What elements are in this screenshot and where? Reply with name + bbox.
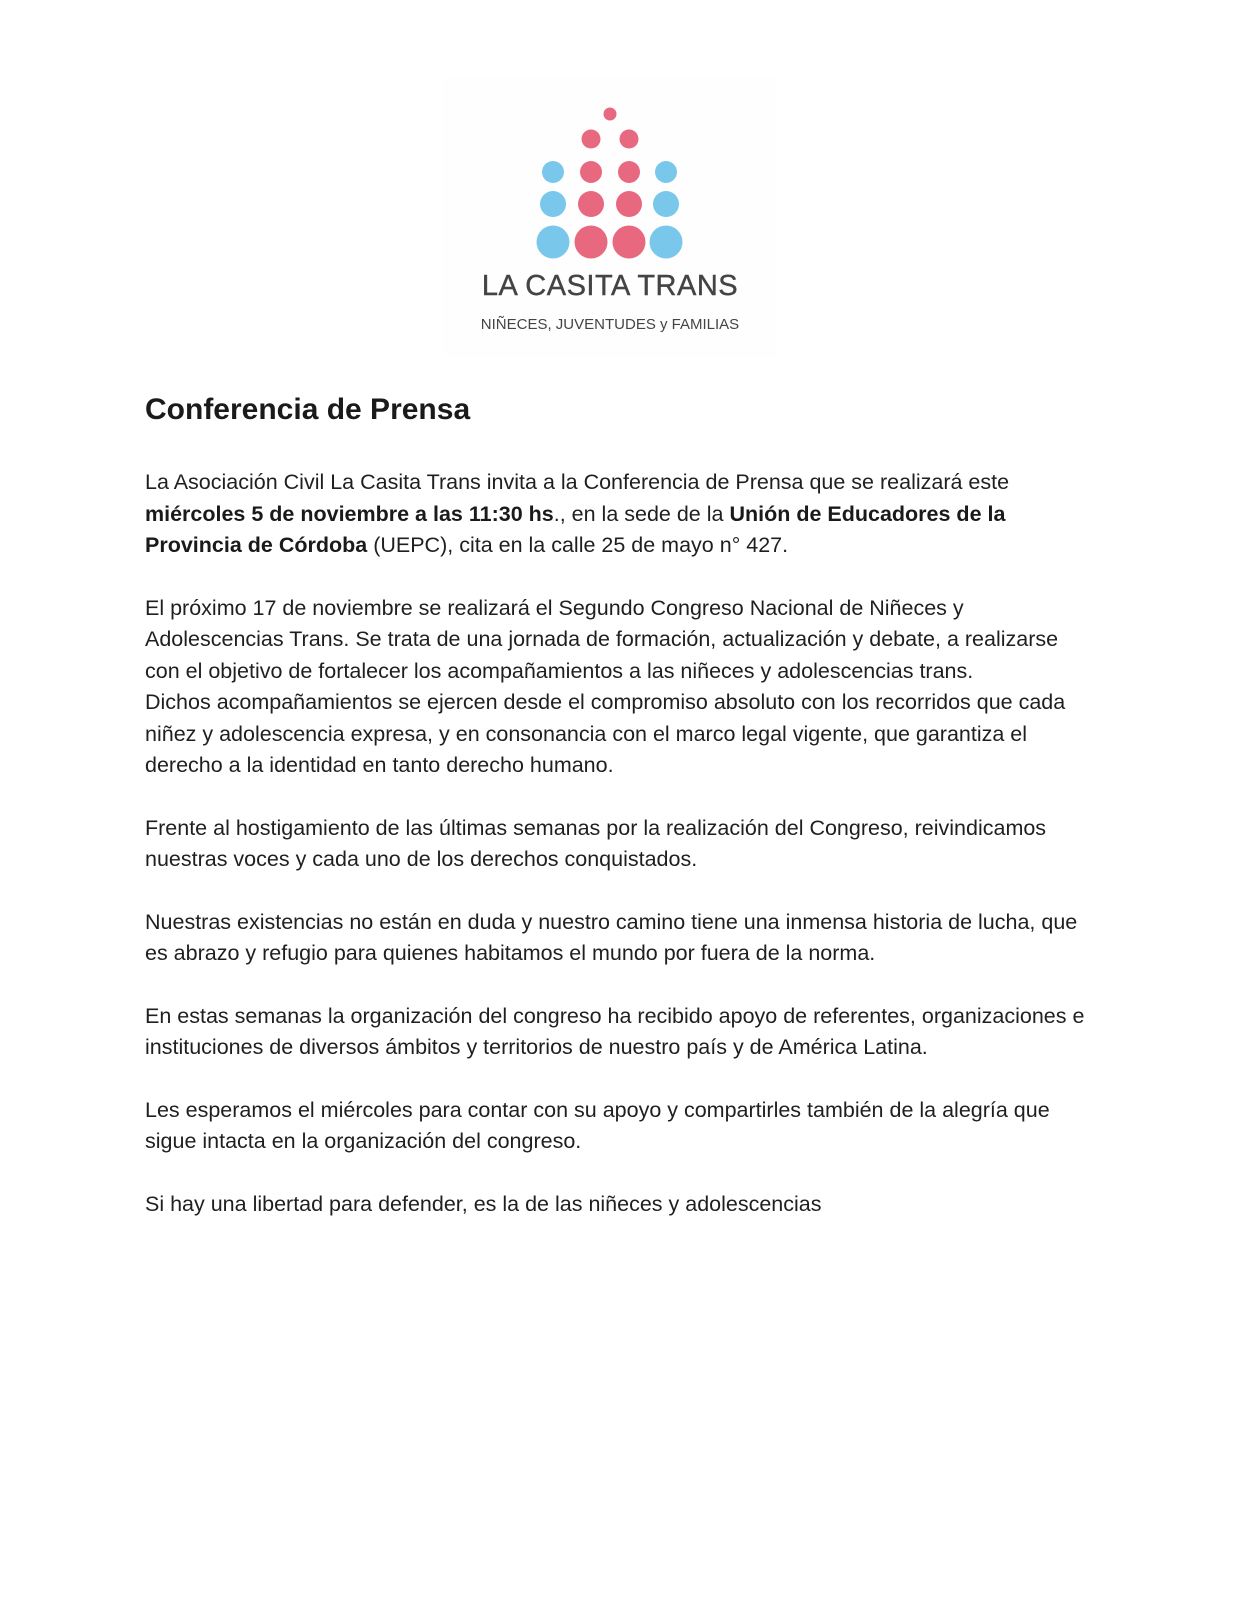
- logo-dot: [613, 226, 646, 259]
- invitation-text-2: ., en la sede de la: [553, 501, 730, 526]
- logo-dot: [582, 130, 601, 149]
- paragraph-invitation-closing: Les esperamos el miércoles para contar con su apoyo y compartirles también de la alegría que sigue intacta en la organización del congreso.: [145, 1097, 1050, 1153]
- logo-dot: [620, 130, 639, 149]
- paragraph-existences: Nuestras existencias no están en duda y nuestro camino tiene una inmensa historia de lucha, que es abrazo y refugio para quienes habitamos el mundo por fuera de la norma.: [145, 909, 1078, 965]
- logo-dot: [580, 161, 602, 183]
- invitation-text-3: (UEPC), cita en la calle 25 de mayo n° 427.: [367, 533, 789, 557]
- document-title: Conferencia de Prensa: [145, 393, 471, 426]
- logo-dot: [537, 226, 570, 259]
- logo-dot: [650, 226, 683, 259]
- dots-house-icon: [443, 77, 777, 262]
- paragraph-accompaniment: Dichos acompañamientos se ejercen desde el compromiso absoluto con los recorridos que cada niñez y adolescencia expresa, y en consonancia con el marco legal vigente, que garantiza el derecho a la identidad en tanto derecho humano.: [145, 690, 1066, 777]
- logo-tagline: NIÑECES, JUVENTUDES y FAMILIAS: [480, 316, 740, 333]
- logo-dot: [578, 191, 604, 217]
- paragraph-closing-line: Si hay una libertad para defender, es la de las niñeces y adolescencias: [145, 1191, 822, 1216]
- logo-dot: [575, 226, 608, 259]
- paragraph-invitation: [145, 467, 1095, 562]
- logo-name: LA CASITA TRANS: [481, 270, 739, 302]
- press-release-body: [145, 392, 1095, 1251]
- logo-dot: [542, 161, 564, 183]
- logo-dot: [618, 161, 640, 183]
- paragraph-congress: El próximo 17 de noviembre se realizará el Segundo Congreso Nacional de Niñeces y Adolescencias Trans. Se trata de una jornada de formación, actualización y debate, a realizarse con el objetivo de fortalecer los acompañamientos a las niñeces y adolescencias trans.: [145, 595, 1059, 683]
- logo-dot: [616, 191, 642, 217]
- logo-dot: [653, 191, 679, 217]
- logo-dot: [655, 161, 677, 183]
- logo-dot: [604, 108, 617, 121]
- organization-logo: [443, 77, 777, 357]
- logo-dot: [540, 191, 566, 217]
- venue-name: Unión de Educadores de la Provincia de Córdoba: [145, 501, 1006, 557]
- invitation-text-1: La Asociación Civil La Casita Trans invita a la Conferencia de Prensa que se realizará este: [145, 470, 1010, 494]
- paragraph-support: En estas semanas la organización del congreso ha recibido apoyo de referentes, organizaciones e instituciones de diversos ámbitos y territorios de nuestro país y de América Latina.: [145, 1003, 1085, 1059]
- paragraph-harassment: Frente al hostigamiento de las últimas semanas por la realización del Congreso, reivindicamos nuestras voces y cada uno de los derechos conquistados.: [145, 815, 1047, 871]
- event-date-time: miércoles 5 de noviembre a las 11:30 hs: [145, 501, 554, 526]
